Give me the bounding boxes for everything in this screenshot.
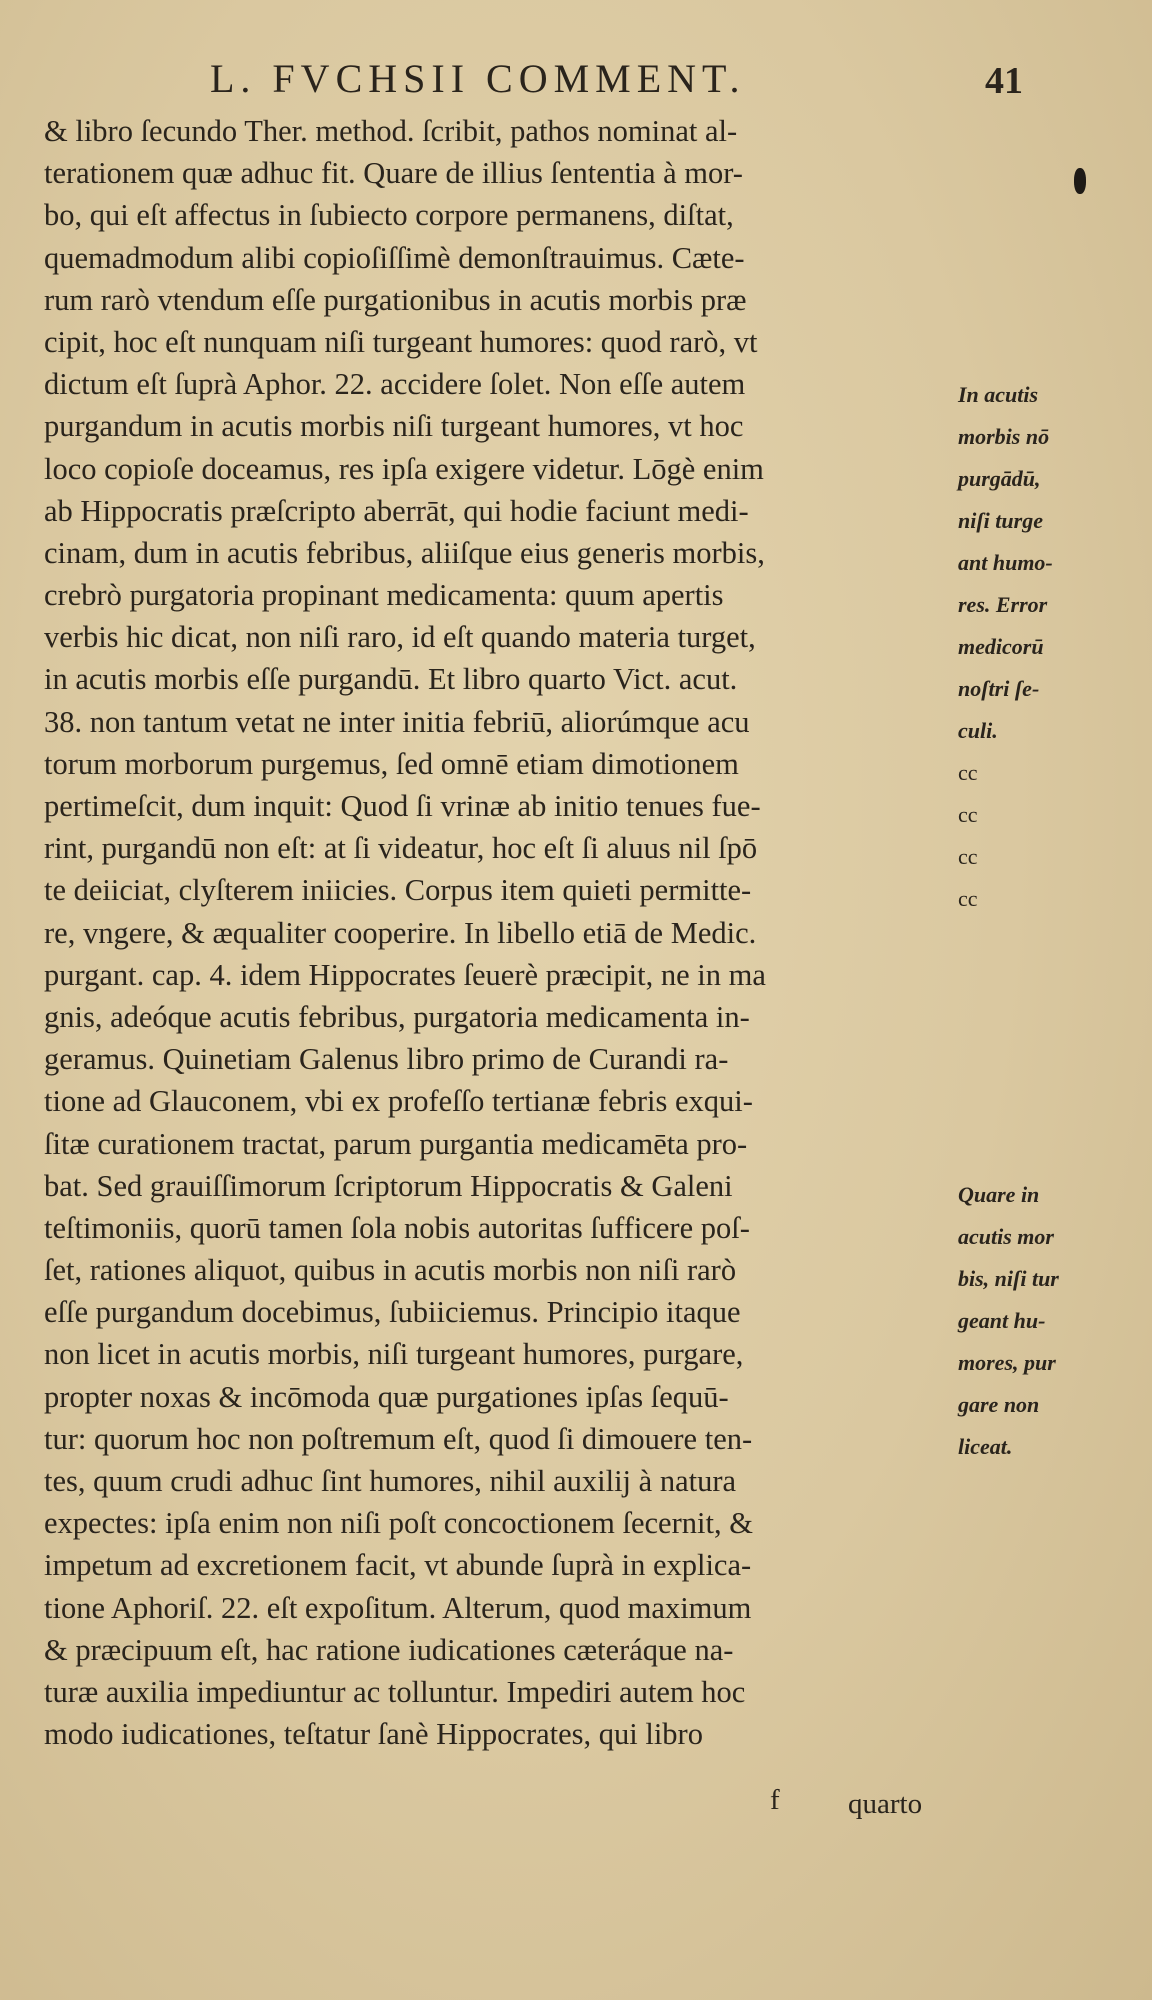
text-line: loco copioſe doceamus, res ipſa exigere videtur. Lōgè enim: [44, 451, 764, 486]
folio-number: 41: [985, 60, 1023, 102]
quote-mark: cc: [958, 760, 978, 785]
text-line: purgandum in acutis morbis niſi turgeant humores, vt hoc: [44, 409, 744, 444]
text-line: modo iudicationes, teſtatur ſanè Hippocrates, qui libro: [44, 1717, 703, 1752]
margin-note-line: morbis nō: [958, 424, 1050, 449]
text-line: & præcipuum eſt, hac ratione iudicationes cæteráque na-: [44, 1632, 734, 1667]
margin-note-line: niſi turge: [958, 508, 1043, 533]
text-line: 38. non tantum vetat ne inter initia febriū, aliorúmque acu: [44, 704, 750, 739]
margin-note-line: culi.: [958, 718, 998, 743]
page-header: [0, 55, 1152, 105]
text-line: expectes: ipſa enim non niſi poſt concoctionem ſecernit, &: [44, 1506, 753, 1541]
margin-note-line: mores, pur: [958, 1350, 1056, 1375]
text-line: pertimeſcit, dum inquit: Quod ſi vrinæ ab initio tenues fue-: [44, 789, 761, 823]
text-line: re, vngere, & æqualiter cooperire. In libello etiā de Medic.: [44, 915, 757, 950]
text-line: rint, purgandū non eſt: at ſi videatur, hoc eſt ſi aluus nil ſpō: [44, 831, 758, 866]
text-line: in acutis morbis eſſe purgandū. Et libro quarto Vict. acut.: [44, 662, 738, 697]
text-line: ab Hippocratis præſcripto aberrāt, qui hodie faciunt medi-: [44, 493, 749, 528]
margin-note-line: ant humo-: [958, 550, 1053, 575]
text-line: ſet, rationes aliquot, quibus in acutis morbis non niſi rarò: [44, 1253, 737, 1288]
margin-note-line: purgādū,: [958, 466, 1041, 491]
text-line: eſſe purgandum docebimus, ſubiiciemus. Principio itaque: [44, 1295, 741, 1330]
text-line: geramus. Quinetiam Galenus libro primo de Curandi ra-: [44, 1042, 729, 1077]
margin-note-line: Quare in: [958, 1182, 1040, 1207]
text-line: tione Aphoriſ. 22. eſt expoſitum. Alterum, quod maximum: [44, 1590, 752, 1625]
text-line: propter noxas & incōmoda quæ purgationes ipſas ſequū-: [44, 1379, 729, 1414]
catchword: quarto: [848, 1788, 923, 1820]
margin-note-line: noſtri ſe-: [958, 676, 1040, 701]
quote-mark: cc: [958, 844, 978, 869]
page-footer: [0, 1784, 1152, 1824]
text-line: turæ auxilia impediuntur ac tolluntur. Impediri autem hoc: [44, 1674, 746, 1709]
text-line: tes, quum crudi adhuc ſint humores, nihil auxilij à natura: [44, 1464, 737, 1498]
margin-note-line: geant hu-: [958, 1308, 1046, 1333]
main-text-block: [44, 110, 974, 1755]
text-line: cipit, hoc eſt nunquam niſi turgeant humores: quod rarò, vt: [44, 324, 758, 359]
text-line: torum morborum purgemus, ſed omnē etiam dimotionem: [44, 746, 739, 781]
text-line: bat. Sed grauiſſimorum ſcriptorum Hippocratis & Galeni: [44, 1168, 733, 1203]
margin-note-line: liceat.: [958, 1434, 1013, 1459]
text-line: te deiiciat, clyſterem iniicies. Corpus item quieti permitte-: [44, 873, 752, 908]
text-line: terationem quæ adhuc fit. Quare de illius ſententia à mor-: [44, 156, 743, 191]
ink-blot-mark: [1074, 168, 1086, 194]
text-line: dictum eſt ſuprà Aphor. 22. accidere ſolet. Non eſſe autem: [44, 367, 746, 402]
margin-note-line: acutis mor: [958, 1224, 1054, 1249]
text-line: rum rarò vtendum eſſe purgationibus in acutis morbis præ: [44, 282, 747, 317]
text-line: tur: quorum hoc non poſtremum eſt, quod ſi dimouere ten-: [44, 1421, 753, 1456]
text-line: purgant. cap. 4. idem Hippocrates ſeuerè præcipit, ne in ma: [44, 957, 766, 992]
text-line: impetum ad excretionem facit, vt abunde ſuprà in explica-: [44, 1548, 752, 1583]
margin-note-line: res. Error: [958, 592, 1048, 617]
running-title: L. FVCHSII COMMENT.: [210, 56, 746, 101]
margin-note-line: gare non: [958, 1392, 1040, 1417]
margin-note-line: bis, niſi tur: [958, 1266, 1059, 1291]
margin-note-line: In acutis: [958, 382, 1039, 407]
text-line: crebrò purgatoria propinant medicamenta: quum apertis: [44, 578, 724, 613]
text-line: & libro ſecundo Ther. method. ſcribit, pathos nominat al-: [44, 114, 738, 148]
text-line: bo, qui eſt affectus in ſubiecto corpore permanens, diſtat,: [44, 198, 734, 233]
quote-mark: cc: [958, 802, 978, 827]
text-line: quemadmodum alibi copioſiſſimè demonſtrauimus. Cæte-: [44, 240, 745, 275]
text-line: cinam, dum in acutis febribus, aliiſque eius generis morbis,: [44, 535, 765, 570]
text-line: tione ad Glauconem, vbi ex profeſſo tertianæ febris exqui-: [44, 1084, 753, 1119]
text-line: gnis, adeóque acutis febribus, purgatoria medicamenta in-: [44, 999, 750, 1034]
margin-note-line: medicorū: [958, 634, 1044, 659]
signature-mark: f: [770, 1784, 780, 1816]
text-line: non licet in acutis morbis, niſi turgeant humores, purgare,: [44, 1337, 744, 1372]
quote-mark: cc: [958, 886, 978, 911]
text-line: ſitæ curationem tractat, parum purgantia medicamēta pro-: [44, 1126, 748, 1161]
text-line: verbis hic dicat, non niſi raro, id eſt quando materia turget,: [44, 620, 756, 655]
text-line: teſtimoniis, quorū tamen ſola nobis autoritas ſufficere poſ-: [44, 1210, 750, 1245]
